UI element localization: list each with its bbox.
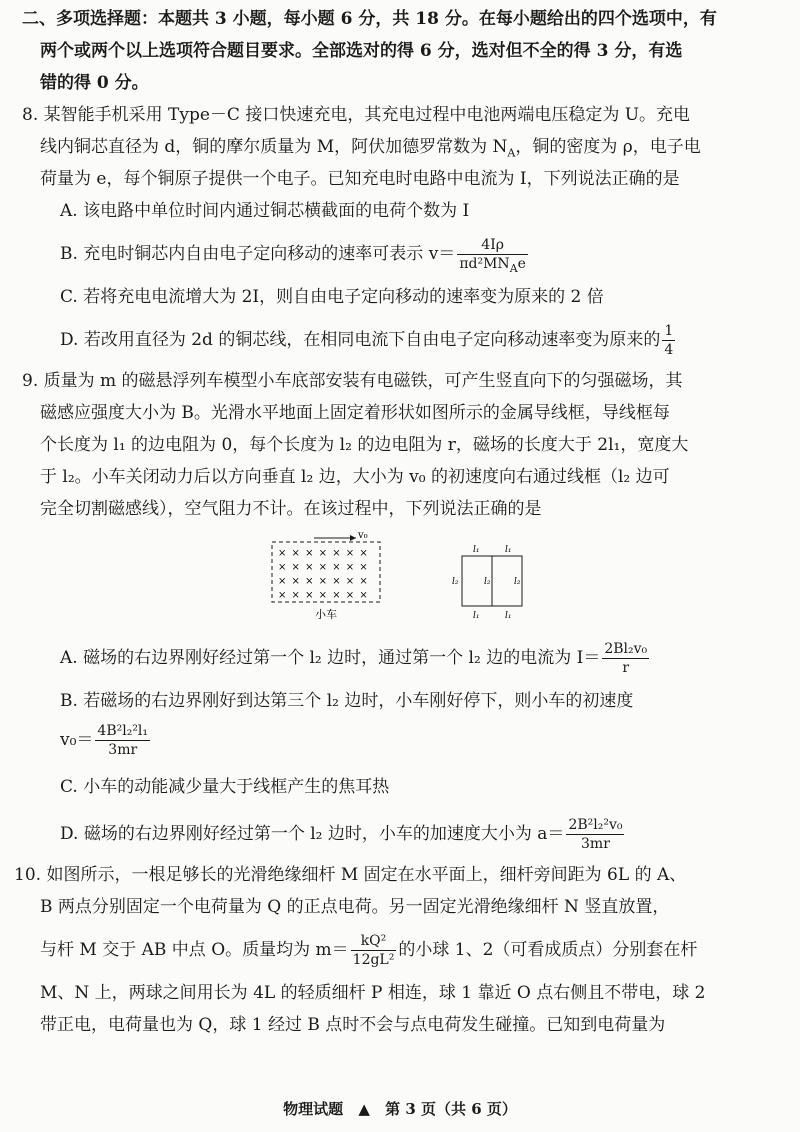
q9-field-row-4: × × × × × × × [278, 590, 369, 601]
q10-stem-line-4: M、N 上，两球之间用长为 4L 的轻质细杆 P 相连，球 1 靠近 O 点右侧且不带电，球 2 [40, 983, 706, 1003]
q10-stem-line-3: 与杆 M 交于 AB 中点 O。质量均为 m＝ $\frac{\text{kQ²}}{\text{12gL²}}$ 的小球 1、2（可看成质点）分别套在杆 [40, 933, 698, 968]
q9-option-a: A. 磁场的右边界刚好经过第一个 l₂ 边时，通过第一个 l₂ 边的电流为 I＝ $\frac{\text{2Bl₂v₀}}{r}$ [60, 641, 648, 676]
q9-option-d: D. 磁场的右边界刚好经过第一个 l₂ 边时，小车的加速度大小为 a＝ $\frac{\text{2B²l₂²v₀}}{3mr}$ [60, 817, 623, 852]
q9-option-b: B. 若磁场的右边界刚好到达第三个 l₂ 边时，小车刚好停下，则小车的初速度 [60, 691, 634, 711]
q10-stem-line-1: 10. 如图所示，一根足够长的光滑绝缘细杆 M 固定在水平面上，细杆旁间距为 6L 的 A、 [14, 865, 687, 885]
q9-option-b-line-2: v₀＝ $\frac{\text{4B²l₂²l₁}}{3mr}$ [60, 723, 149, 758]
q8-stem-line-1: 8. 某智能手机采用 Type－C 接口快速充电，其充电过程中电池两端电压稳定为 U。充电 [22, 105, 691, 125]
q8-stem-line-3: 荷量为 e，每个铜原子提供一个电子。已知充电时电路中电流为 I，下列说法正确的是 [40, 169, 680, 189]
q9-field-row-3: × × × × × × × [278, 576, 369, 587]
q8-option-c: C. 若将充电电流增大为 2I，则自由电子定向移动的速率变为原来的 2 倍 [60, 287, 604, 307]
q9-frame-left-l2: l₂ [452, 577, 459, 587]
q9-frame-bottom-l1-right: l₁ [505, 611, 512, 621]
footer-triangle-icon: ▲ [358, 1100, 370, 1118]
q8-option-b: B. 充电时铜芯内自由电子定向移动的速率可表示 v＝ $\frac{4I\rho}{\pi d^2MN_Ae}$ [60, 237, 526, 275]
section-heading-line-3: 错的得 0 分。 [40, 73, 149, 93]
q8-option-b-fraction: $\frac{4I\rho}{\pi d^2MN_Ae}$ [459, 237, 526, 275]
q9-stem-line-5: 完全切割磁感线），空气阻力不计。在该过程中，下列说法正确的是 [40, 499, 542, 519]
q9-field-row-2: × × × × × × × [278, 562, 369, 573]
q8-option-d-fraction: $\frac{1}{4}$ [664, 323, 674, 358]
q9-option-d-fraction: $\frac{\text{2B²l₂²v₀}}{3mr}$ [568, 817, 623, 852]
section-heading-line-1: 二、多项选择题：本题共 3 小题，每小题 6 分，共 18 分。在每小题给出的四个选项中，有 [22, 9, 717, 29]
q9-option-c: C. 小车的动能减少量大于线框产生的焦耳热 [60, 777, 390, 797]
q9-frame-top-l1-right: l₁ [505, 545, 512, 555]
q9-figure-car-label: 小车 [315, 608, 337, 621]
q10-stem-line-5: 带正电，电荷量也为 Q，球 1 经过 B 点时不会与点电荷发生碰撞。已知到电荷量为 [40, 1015, 666, 1035]
q9-option-a-fraction: $\frac{\text{2Bl₂v₀}}{r}$ [604, 641, 648, 676]
page-footer [0, 1098, 800, 1119]
q9-field-row-1: × × × × × × × [278, 548, 369, 559]
q9-stem-line-2: 磁感应强度大小为 B。光滑水平地面上固定着形状如图所示的金属导线框，导线框每 [40, 403, 670, 423]
q8-option-a: A. 该电路中单位时间内通过铜芯横截面的电荷个数为 I [60, 201, 470, 221]
q9-stem-line-4: 于 l₂。小车关闭动力后以方向垂直 l₂ 边，大小为 v₀ 的初速度向右通过线框（l₂ 边可 [40, 467, 670, 487]
q9-stem-line-1: 9. 质量为 m 的磁悬浮列车模型小车底部安装有电磁铁，可产生竖直向下的匀强磁场，其 [22, 371, 683, 391]
q9-figure [260, 528, 540, 628]
q9-option-b-fraction: $\frac{\text{4B²l₂²l₁}}{3mr}$ [97, 723, 149, 758]
q8-option-d: D. 若改用直径为 2d 的铜芯线，在相同电流下自由电子定向移动速率变为原来的 $\frac{1}{4}$ [60, 323, 674, 358]
footer-subject: 物理试题 [283, 1100, 344, 1118]
q9-frame-top-l1-left: l₁ [473, 545, 480, 555]
q9-frame-bottom-l1-left: l₁ [473, 611, 480, 621]
q10-stem-line-2: B 两点分别固定一个电荷量为 Q 的正点电荷。另一固定光滑绝缘细杆 N 竖直放置， [40, 897, 670, 917]
q9-frame-right-l2: l₂ [514, 577, 521, 587]
q9-figure-v0-label: v₀ [358, 530, 368, 541]
q9-frame-middle-l2: l₂ [484, 577, 491, 587]
q10-mass-fraction: $\frac{\text{kQ²}}{\text{12gL²}}$ [352, 933, 395, 968]
q8-stem-line-2: 线内铜芯直径为 d，铜的摩尔质量为 M，阿伏加德罗常数为 $N_A$，铜的密度为 ρ，电子电 [40, 137, 701, 160]
q9-stem-line-3: 个长度为 l₁ 的边电阻为 0，每个长度为 l₂ 的边电阻为 r，磁场的长度大于 2l₁，宽度大 [40, 435, 689, 455]
section-heading-line-2: 两个或两个以上选项符合题目要求。全部选对的得 6 分，选对但不全的得 3 分，有选 [40, 41, 683, 61]
footer-page-number: 第 3 页（共 6 页） [385, 1100, 517, 1118]
